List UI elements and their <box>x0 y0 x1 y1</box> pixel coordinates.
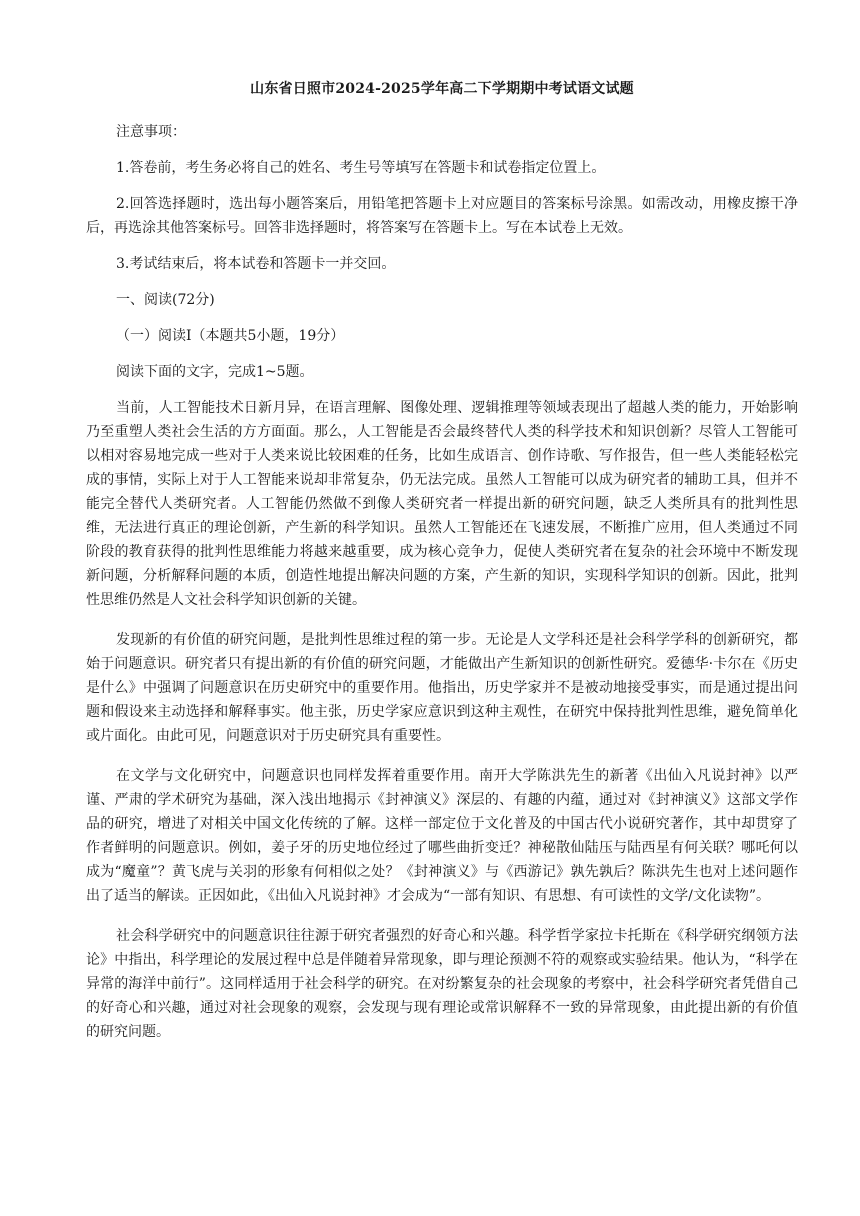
notice-item-2: 2.回答选择题时，选出每小题答案后，用铅笔把答题卡上对应题目的答案标号涂黑。如需改动，用橡皮擦干净后，再选涂其他答案标号。回答非选择题时，将答案写在答题卡上。写在本试卷上无效。 <box>86 196 798 236</box>
passage-paragraph-3: 在文学与文化研究中，问题意识也同样发挥着重要作用。南开大学陈洪先生的新著《出仙入凡说封神》以严谨、严肃的学术研究为基础，深入浅出地揭示《封神演义》深层的、有趣的内蕴，通过对《封神演义》这部文学作品的研究，增进了对相关中国文化传统的了解。这样一部定位于文化普及的中国古代小说研究著作，其中却贯穿了作者鲜明的问题意识。例如，姜子牙的历史地位经过了哪些曲折变迁？神秘散仙陆压与陆西星有何关联？哪吒何以成为“魔童”？黄飞虎与关羽的形象有何相似之处？《封神演义》与《西游记》孰先孰后？陈洪先生也对上述问题作出了适当的解读。正因如此，《出仙入凡说封神》才会成为“一部有知识、有思想、有可读性的文学/文化读物”。 <box>86 768 798 904</box>
exam-title: 山东省日照市2024-2025学年高二下学期期中考试语文试题 <box>250 81 634 97</box>
section-heading: 一、阅读(72分) <box>116 292 215 308</box>
passage-paragraph-2: 发现新的有价值的研究问题，是批判性思维过程的第一步。无论是人文学科还是社会科学学科的创新研究，都始于问题意识。研究者只有提出新的有价值的研究问题，才能做出产生新知识的创新性研究。爱德华·卡尔在《历史是什么》中强调了问题意识在历史研究中的重要作用。他指出，历史学家并不是被动地接受事实，而是通过提出问题和假设来主动选择和解释事实。他主张，历史学家应意识到这种主观性，在研究中保持批判性思维，避免简单化或片面化。由此可见，问题意识对于历史研究具有重要性。 <box>86 632 798 744</box>
passage-paragraph-1: 当前，人工智能技术日新月异，在语言理解、图像处理、逻辑推理等领域表现出了超越人类的能力，开始影响乃至重塑人类社会生活的方方面面。那么，人工智能是否会最终替代人类的科学技术和知识创新？尽管人工智能可以相对容易地完成一些对于人类来说比较困难的任务，比如生成语言、创作诗歌、写作报告，但一些人类能轻松完成的事情，实际上对于人工智能来说却非常复杂，仍无法完成。虽然人工智能可以成为研究者的辅助工具，但并不能完全替代人类研究者。人工智能仍然做不到像人类研究者一样提出新的研究问题，缺乏人类所具有的批判性思维，无法进行真正的理论创新，产生新的科学知识。虽然人工智能还在飞速发展，不断推广应用，但人类通过不同阶段的教育获得的批判性思维能力将越来越重要，成为核心竞争力，促使人类研究者在复杂的社会环境中不断发现新问题，分析解释问题的本质，创造性地提出解决问题的方案，产生新的知识，实现科学知识的创新。因此，批判性思维仍然是人文社会科学知识创新的关键。 <box>86 400 798 608</box>
reading-instruction: 阅读下面的文字，完成1~5题。 <box>116 364 314 380</box>
passage-paragraph-4: 社会科学研究中的问题意识往往源于研究者强烈的好奇心和兴趣。科学哲学家拉卡托斯在《科学研究纲领方法论》中指出，科学理论的发展过程中总是伴随着异常现象，即与理论预测不符的观察或实验结果。他认为，“科学在异常的海洋中前行”。这同样适用于社会科学的研究。在对纷繁复杂的社会现象的考察中，社会科学研究者凭借自己的好奇心和兴趣，通过对社会现象的观察，会发现与现有理论或常识解释不一致的异常现象，由此提出新的有价值的研究问题。 <box>86 928 798 1040</box>
notice-heading: 注意事项： <box>116 124 186 140</box>
notice-item-1: 1.答卷前，考生务必将自己的姓名、考生号等填写在答题卡和试卷指定位置上。 <box>116 160 606 176</box>
subsection-heading: （一）阅读Ⅰ（本题共5小题，19分） <box>116 328 345 344</box>
notice-item-3: 3.考试结束后，将本试卷和答题卡一并交回。 <box>116 256 396 272</box>
